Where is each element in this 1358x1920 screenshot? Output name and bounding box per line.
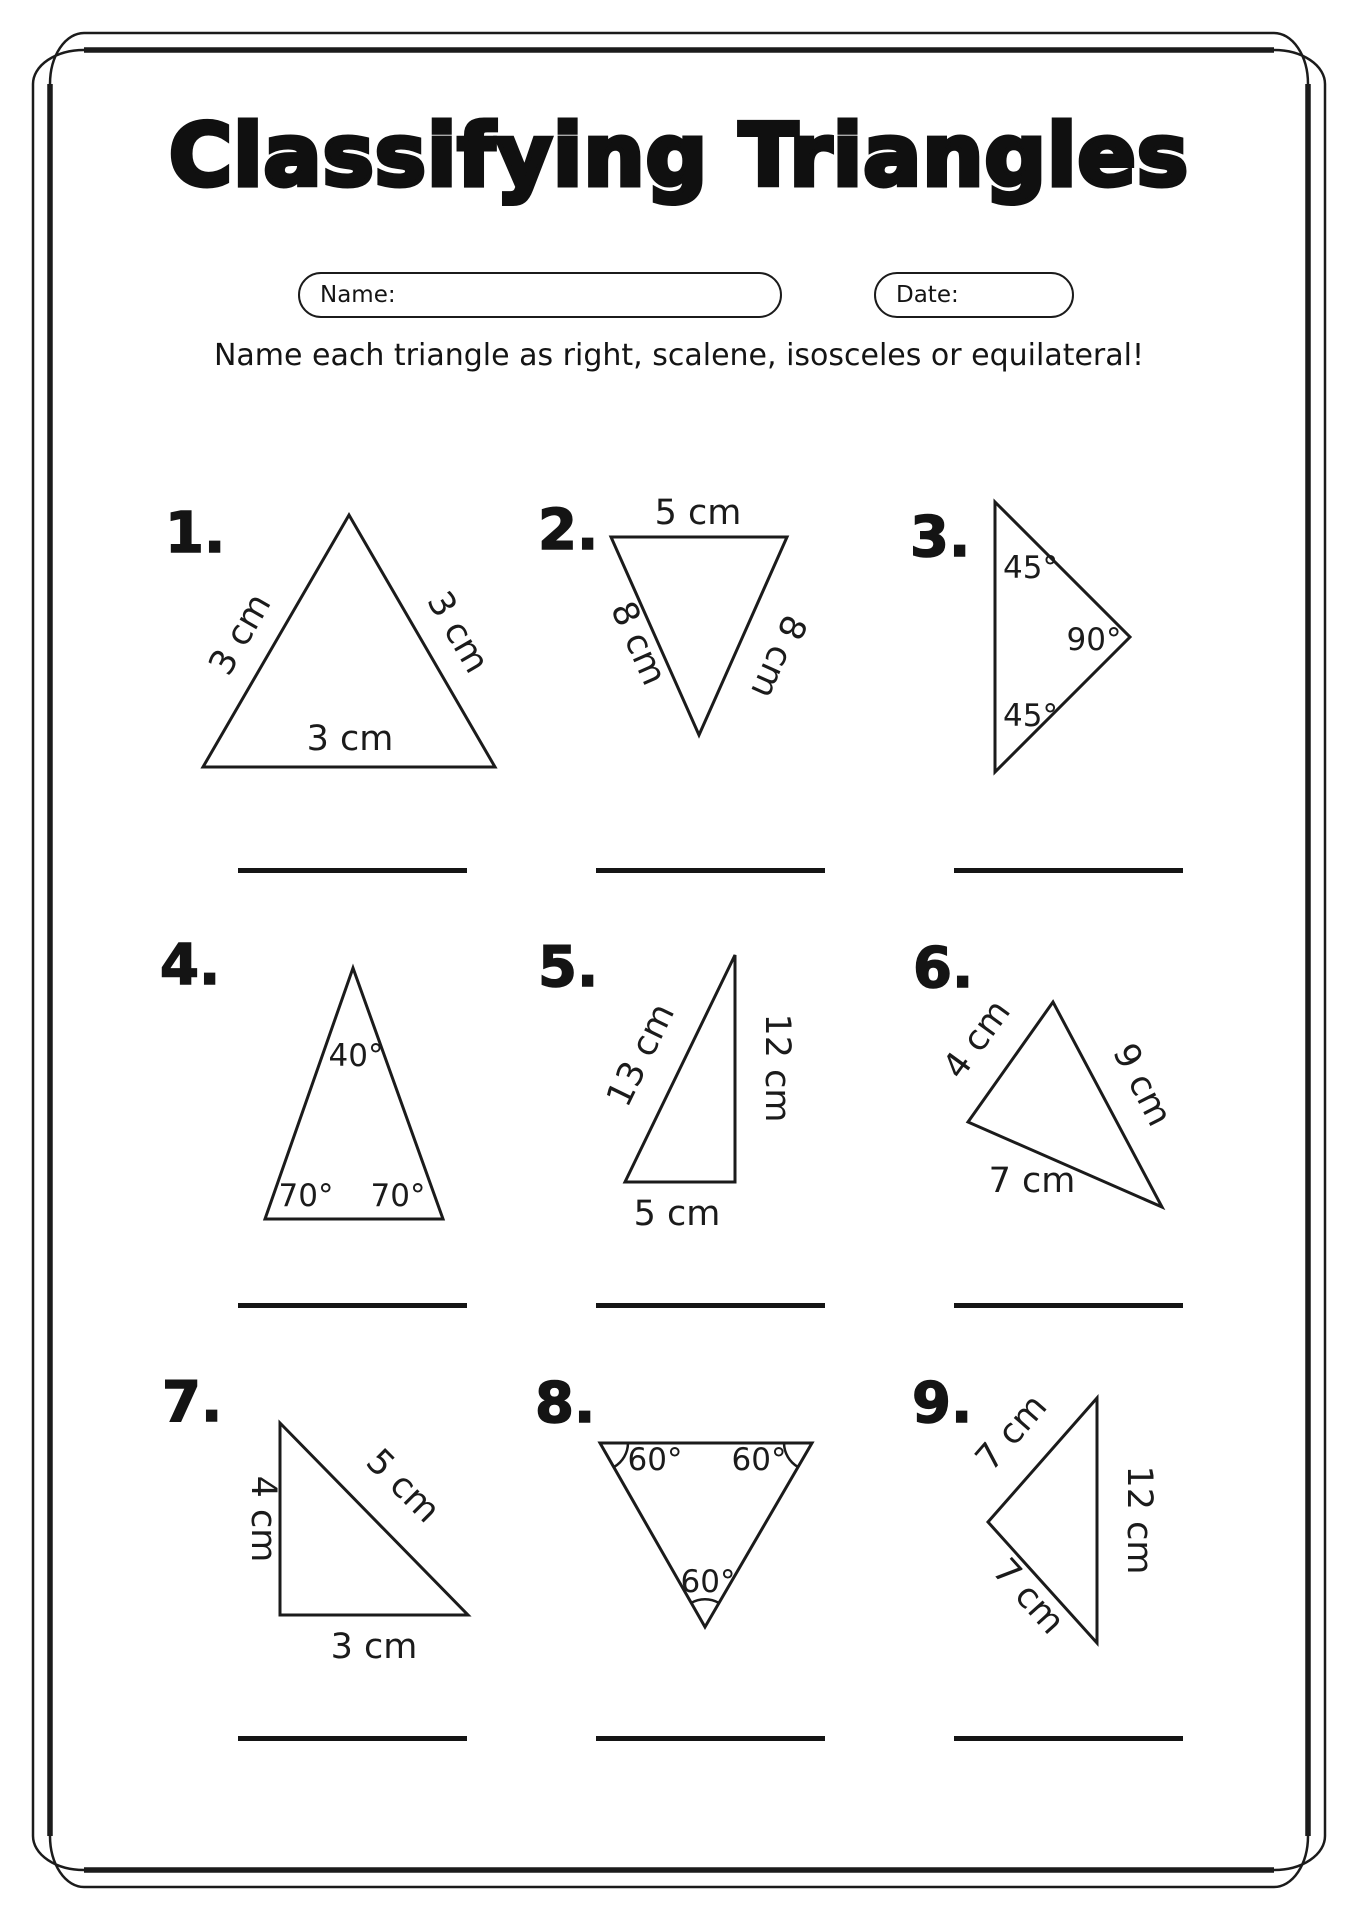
triangle-figure-4 — [265, 968, 443, 1219]
side-label: 3 cm — [201, 586, 280, 683]
triangle-figure-2 — [602, 493, 814, 735]
side-label: 4 cm — [935, 992, 1019, 1087]
side-label: 7 cm — [988, 1161, 1076, 1201]
side-label: 5 cm — [357, 1441, 448, 1532]
answer-line-4[interactable] — [238, 1303, 467, 1308]
date-field[interactable] — [874, 272, 1074, 318]
side-label: 8 cm — [602, 595, 674, 692]
angle-label: 70° — [278, 1178, 334, 1214]
side-label: 7 cm — [984, 1551, 1073, 1643]
side-label: 5 cm — [654, 493, 742, 533]
answer-line-8[interactable] — [596, 1736, 825, 1741]
side-label: 9 cm — [1104, 1037, 1180, 1133]
angle-label: 60° — [680, 1564, 736, 1600]
triangle-figure-9 — [968, 1387, 1159, 1643]
side-label: 12 cm — [757, 1013, 797, 1123]
answer-line-6[interactable] — [954, 1303, 1183, 1308]
problem-number-8: 8. — [535, 1371, 596, 1436]
angle-label: 70° — [370, 1178, 426, 1214]
triangle-figure-5 — [599, 955, 797, 1234]
side-label: 3 cm — [330, 1627, 418, 1667]
problem-number-1: 1. — [165, 501, 226, 566]
date-field-label: Date: — [896, 282, 959, 308]
problem-number-4: 4. — [160, 933, 221, 998]
problem-number-2: 2. — [538, 498, 599, 563]
name-field-label: Name: — [320, 282, 396, 308]
triangle-figure-7 — [243, 1423, 468, 1667]
triangle-figure-1 — [201, 515, 496, 767]
side-label: 3 cm — [418, 584, 497, 681]
answer-line-5[interactable] — [596, 1303, 825, 1308]
answer-line-7[interactable] — [238, 1736, 467, 1741]
instruction-text: Name each triangle as right, scalene, isosceles or equilateral! — [213, 338, 1145, 373]
answer-line-9[interactable] — [954, 1736, 1183, 1741]
angle-label: 45° — [1003, 550, 1058, 586]
angle-label: 90° — [1066, 622, 1122, 658]
answer-line-3[interactable] — [954, 868, 1183, 873]
triangle-figure-3 — [995, 502, 1130, 772]
angle-label: 60° — [627, 1442, 683, 1478]
side-label: 7 cm — [968, 1386, 1056, 1479]
angle-label: 45° — [1003, 698, 1058, 734]
problem-number-5: 5. — [538, 935, 599, 1000]
angle-label: 60° — [731, 1442, 787, 1478]
triangle-figure-6 — [935, 993, 1179, 1207]
side-label: 5 cm — [633, 1194, 721, 1234]
side-label: 4 cm — [243, 1475, 283, 1563]
problem-number-3: 3. — [910, 505, 971, 570]
problem-number-6: 6. — [913, 936, 974, 1001]
answer-line-1[interactable] — [238, 868, 467, 873]
side-label: 13 cm — [599, 997, 683, 1113]
side-label: 12 cm — [1119, 1465, 1159, 1575]
problem-number-9: 9. — [912, 1371, 973, 1436]
side-label: 8 cm — [742, 608, 814, 705]
angle-label: 40° — [328, 1038, 384, 1074]
page-title: Classifying Triangles — [168, 106, 1190, 206]
problem-number-7: 7. — [162, 1370, 223, 1435]
name-field[interactable] — [298, 272, 782, 318]
triangle-figure-8 — [600, 1442, 812, 1627]
side-label: 3 cm — [306, 719, 394, 759]
answer-line-2[interactable] — [596, 868, 825, 873]
